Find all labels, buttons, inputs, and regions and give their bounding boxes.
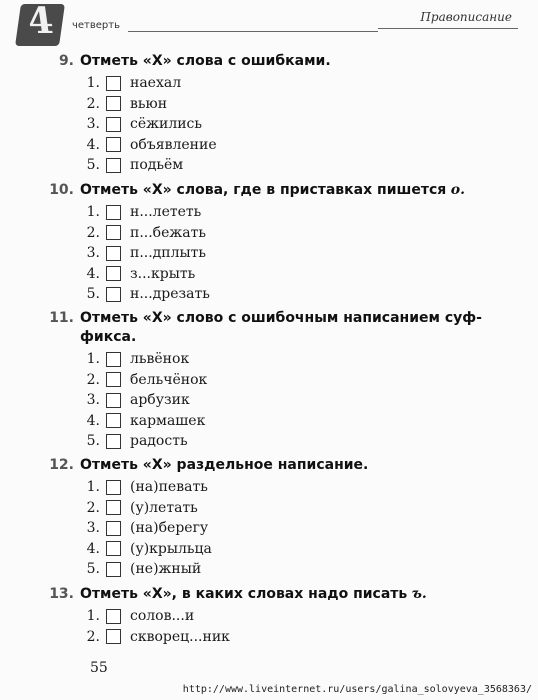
option-number: 4.	[86, 265, 100, 282]
checkbox[interactable]	[106, 137, 121, 152]
option-number: 1.	[86, 75, 100, 92]
checkbox[interactable]	[106, 500, 121, 515]
option-word: вьюн	[130, 95, 168, 112]
question-12	[44, 456, 514, 580]
option-number: 3.	[86, 116, 100, 133]
question-13	[44, 585, 514, 647]
option-number: 5.	[86, 561, 100, 578]
option-word: сёжились	[130, 116, 203, 133]
question-10	[44, 181, 514, 305]
quarter-number: 4	[25, 0, 57, 42]
option-word: львёнок	[130, 351, 190, 368]
option-word: подьём	[130, 157, 184, 174]
option-item	[80, 431, 514, 452]
option-item	[80, 155, 514, 176]
option-number: 4.	[86, 136, 100, 153]
option-list	[44, 73, 514, 176]
option-word: п...дплыть	[130, 245, 207, 262]
option-word: наехал	[130, 75, 182, 92]
question-text-continued: фикса.	[80, 329, 137, 345]
checkbox[interactable]	[106, 480, 121, 495]
option-word: (у)крыльца	[130, 540, 212, 557]
option-number: 3.	[86, 392, 100, 409]
question-number: 11.	[49, 310, 74, 326]
checkbox[interactable]	[106, 541, 121, 556]
option-number: 4.	[86, 540, 100, 557]
page-number: 55	[90, 660, 108, 676]
option-number: 3.	[86, 520, 100, 537]
section-rule	[378, 28, 518, 29]
source-url: http://www.liveinternet.ru/users/galina_solovyeva_3568363/	[182, 684, 532, 695]
option-item	[80, 73, 514, 94]
option-item	[80, 559, 514, 580]
option-item	[80, 202, 514, 223]
checkbox[interactable]	[106, 205, 121, 220]
option-number: 5.	[86, 286, 100, 303]
option-word: (на)певать	[130, 479, 208, 496]
option-item	[80, 349, 514, 370]
option-list	[44, 349, 514, 452]
option-item	[80, 477, 514, 498]
option-item	[80, 264, 514, 285]
question-title	[44, 309, 514, 347]
option-item	[80, 114, 514, 135]
checkbox[interactable]	[106, 76, 121, 91]
option-item	[80, 370, 514, 391]
checkbox[interactable]	[106, 413, 121, 428]
option-item	[80, 284, 514, 305]
question-text: Отметь «Х» слово с ошибочным написанием суф-	[80, 310, 482, 326]
question-number: 9.	[58, 53, 74, 69]
question-11	[44, 309, 514, 452]
option-word: скворец...ник	[130, 628, 230, 645]
option-word: радость	[130, 433, 188, 450]
question-title	[44, 585, 514, 604]
question-text: Отметь «Х» слова с ошибками.	[80, 53, 331, 69]
option-word: солов...и	[130, 608, 195, 625]
option-word: (у)летать	[130, 499, 198, 516]
checkbox[interactable]	[106, 562, 121, 577]
checkbox[interactable]	[106, 287, 121, 302]
question-9	[44, 52, 514, 176]
header-rule	[128, 31, 378, 32]
checkbox[interactable]	[106, 352, 121, 367]
question-text: Отметь «Х», в каких словах надо писать	[80, 586, 408, 602]
checkbox[interactable]	[106, 521, 121, 536]
option-word: (на)берегу	[130, 520, 209, 537]
option-list	[44, 202, 514, 305]
option-number: 5.	[86, 433, 100, 450]
option-item	[80, 606, 514, 627]
option-number: 2.	[86, 95, 100, 112]
question-letter: о.	[450, 182, 465, 198]
checkbox[interactable]	[106, 609, 121, 624]
option-number: 1.	[86, 608, 100, 625]
option-number: 4.	[86, 412, 100, 429]
checkbox[interactable]	[106, 117, 121, 132]
option-word: (не)жный	[130, 561, 202, 578]
option-word: арбузик	[130, 392, 190, 409]
option-number: 2.	[86, 371, 100, 388]
option-number: 1.	[86, 351, 100, 368]
question-title	[44, 181, 514, 200]
option-word: объявление	[130, 136, 217, 153]
option-number: 3.	[86, 245, 100, 262]
question-letter: ъ.	[411, 586, 427, 602]
option-word: бельчёнок	[130, 371, 208, 388]
question-number: 13.	[49, 586, 74, 602]
question-number: 10.	[49, 182, 74, 198]
option-word: п...бежать	[130, 224, 206, 241]
quarter-label: четверть	[72, 20, 120, 31]
question-text: Отметь «Х» слова, где в приставках пишется	[80, 182, 447, 198]
checkbox[interactable]	[106, 96, 121, 111]
checkbox[interactable]	[106, 372, 121, 387]
option-item	[80, 518, 514, 539]
option-item	[80, 243, 514, 264]
page-header	[18, 0, 518, 44]
option-number: 1.	[86, 204, 100, 221]
option-word: н...дрезать	[130, 286, 210, 303]
option-number: 2.	[86, 499, 100, 516]
section-title: Правописание	[420, 10, 512, 24]
option-item	[80, 627, 514, 648]
checkbox[interactable]	[106, 225, 121, 240]
checkbox[interactable]	[106, 393, 121, 408]
option-item	[80, 498, 514, 519]
option-number: 1.	[86, 479, 100, 496]
option-word: з...крыть	[130, 265, 196, 282]
question-title	[44, 52, 514, 71]
question-text: Отметь «Х» раздельное написание.	[80, 457, 369, 473]
option-item	[80, 223, 514, 244]
option-word: н...лететь	[130, 204, 202, 221]
checkbox[interactable]	[106, 246, 121, 261]
option-item	[80, 135, 514, 156]
question-number: 12.	[49, 457, 74, 473]
option-number: 2.	[86, 628, 100, 645]
option-item	[80, 411, 514, 432]
checkbox[interactable]	[106, 434, 121, 449]
option-number: 2.	[86, 224, 100, 241]
question-title	[44, 456, 514, 475]
checkbox[interactable]	[106, 158, 121, 173]
option-item	[80, 94, 514, 115]
checkbox[interactable]	[106, 629, 121, 644]
option-item	[80, 539, 514, 560]
option-item	[80, 390, 514, 411]
option-word: кармашек	[130, 412, 206, 429]
option-number: 5.	[86, 157, 100, 174]
checkbox[interactable]	[106, 266, 121, 281]
option-list	[44, 606, 514, 647]
option-list	[44, 477, 514, 580]
